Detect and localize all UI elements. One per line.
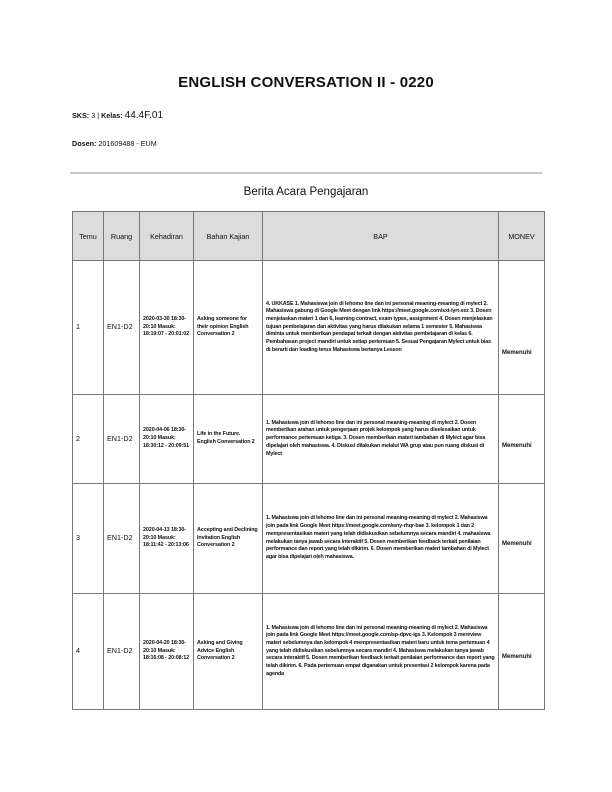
cell-bahan-kajian: Accepting and Declining Invitation English Conversation 2	[194, 484, 263, 594]
table-header-row	[73, 212, 545, 261]
cell-temu: 2	[73, 395, 104, 484]
lecturer-line	[72, 139, 157, 148]
cell-ruang: EN1-D2	[104, 261, 140, 395]
header-ruang: Ruang	[104, 212, 140, 261]
cell-monev: Memenuhi	[499, 261, 545, 395]
cell-ruang: EN1-D2	[104, 484, 140, 594]
section-title: Berita Acara Pengajaran	[243, 186, 369, 198]
header-bap: BAP	[263, 212, 499, 261]
dosen-label: Dosen:	[72, 139, 97, 148]
divider	[70, 172, 542, 174]
course-title: ENGLISH CONVERSATION II - 0220	[178, 74, 434, 91]
cell-bap: 1. Mahasiswa join di lehomo line dan ini personal meaning-meaning di mylect 2. Dosen memberikan arahan untuk pengerjaan projek kelompok yang harus diselesaikan untuk performance pertemuan ketiga. 3. Dosen memberikan materi tambahan di Mylect agar bisa dipelajari oleh mahasiswa. 4. Diskusi dilakukan melalui WA grup atau pun ruang diskusi di Mylect	[263, 395, 499, 484]
header-bahan-kajian: Bahan Kajian	[194, 212, 263, 261]
cell-monev: Memenuhi	[499, 395, 545, 484]
header-kehadiran: Kehadiran	[140, 212, 194, 261]
cell-ruang: EN1-D2	[104, 395, 140, 484]
table-row	[73, 484, 545, 594]
dosen-value: 201609488 - EUM	[98, 139, 157, 148]
cell-kehadiran: 2020-04-20 18:30-20:10 Masuk: 18:16:08 - 20:08:12	[140, 594, 194, 710]
cell-bahan-kajian: Life in the Future. English Conversation 2	[194, 395, 263, 484]
table-row	[73, 261, 545, 395]
cell-kehadiran: 2020-04-06 18:30-20:10 Masuk: 18:30:12 - 20:09:51	[140, 395, 194, 484]
table-row	[73, 395, 545, 484]
course-meta-line	[72, 110, 163, 121]
cell-kehadiran: 2020-04-13 18:30-20:10 Masuk: 18:11:42 - 20:13:06	[140, 484, 194, 594]
cell-bap: 1. Mahasiswa join di lehomo line dan ini personal meaning-meaning di mylect 2. Mahasiswa join pada link Google Meet https://meet.google.com/wny-rhqr-bae 3. kelompok 1 dan 2 mempresentasikan materi yang telah didiskusikan sebelumnya secara mandiri 4. mahasiswa melakukan tanya jawab secara interaktif 5. Dosen memberikan feedback terkait penilaian performance dan report yang telah dikirim. 6. Dosen memberikan materi tambahan di Mylect agar bisa dipelajari oleh mahasiswa.	[263, 484, 499, 594]
cell-bap: 1. Mahasiswa join di lehomo line dan ini personal meaning-meaning di mylect 2. Mahasiswa join pada link Google Meet https://meet.google.com/sp-dpvc-igs 3. Kelompok 3 mereview materi sebelumnya dan kelompok 4 mempresentasikan materi baru untuk tema pertemuan 4 yang telah didiskusikan sebelumnya secara mandiri 4. Mahasiswa melakukan tanya jawab secara interaktif 5. Dosen memberikan feedback terkait penilaian performance dan report yang telah dikirim. 6. Pada pertemuan empat diganakan untuk presentasi 2 kelompok karena pada agenda	[263, 594, 499, 710]
cell-temu: 4	[73, 594, 104, 710]
header-monev: MONEV	[499, 212, 545, 261]
kelas-value: 44.4F.01	[124, 110, 164, 121]
cell-bap: 4. UKKASE 1. Mahasiswa join di lehomo line dan ini personal meaning-meaning di mylect 2. Mahasiswa gabung di Google Meet dengan link https://meet.google.com/sxt-iyrt-xez 3. Dosen menjelaskan materi 1 dan 6, learning contract, exam types, assignment 4. Dosen menjelaskan tujuan pembelajaran dan aktivitas yang harus dilakukan selama 1 semester 5. Mahasiswa diminta untuk memberikan pendapat terkait dengan aktivitas pembelajaran di kelas 6. Pembahasan project mandiri untuk setiap pertemuan 5. Sesuai Pengajaran Mylect untuk bias di berarti dan loading terus Mahasiswa bertanya Lesson	[263, 261, 499, 395]
header-temu: Temu	[73, 212, 104, 261]
sks-label: SKS:	[72, 111, 90, 120]
cell-kehadiran: 2020-03-30 18:30-20:10 Masuk: 18:19:07 - 20:01:02	[140, 261, 194, 395]
cell-bahan-kajian: Asking and Giving Advice English Conversation 2	[194, 594, 263, 710]
cell-temu: 1	[73, 261, 104, 395]
cell-bahan-kajian: Asking someone for their opinion English Conversation 2	[194, 261, 263, 395]
cell-temu: 3	[73, 484, 104, 594]
sks-value: 3	[91, 111, 96, 120]
kelas-label: Kelas:	[101, 111, 123, 120]
table-row	[73, 594, 545, 710]
cell-monev: Memenuhi	[499, 484, 545, 594]
cell-ruang: EN1-D2	[104, 594, 140, 710]
cell-monev: Memenuhi	[499, 594, 545, 710]
bap-table	[72, 211, 545, 710]
meta-separator: |	[97, 111, 100, 120]
